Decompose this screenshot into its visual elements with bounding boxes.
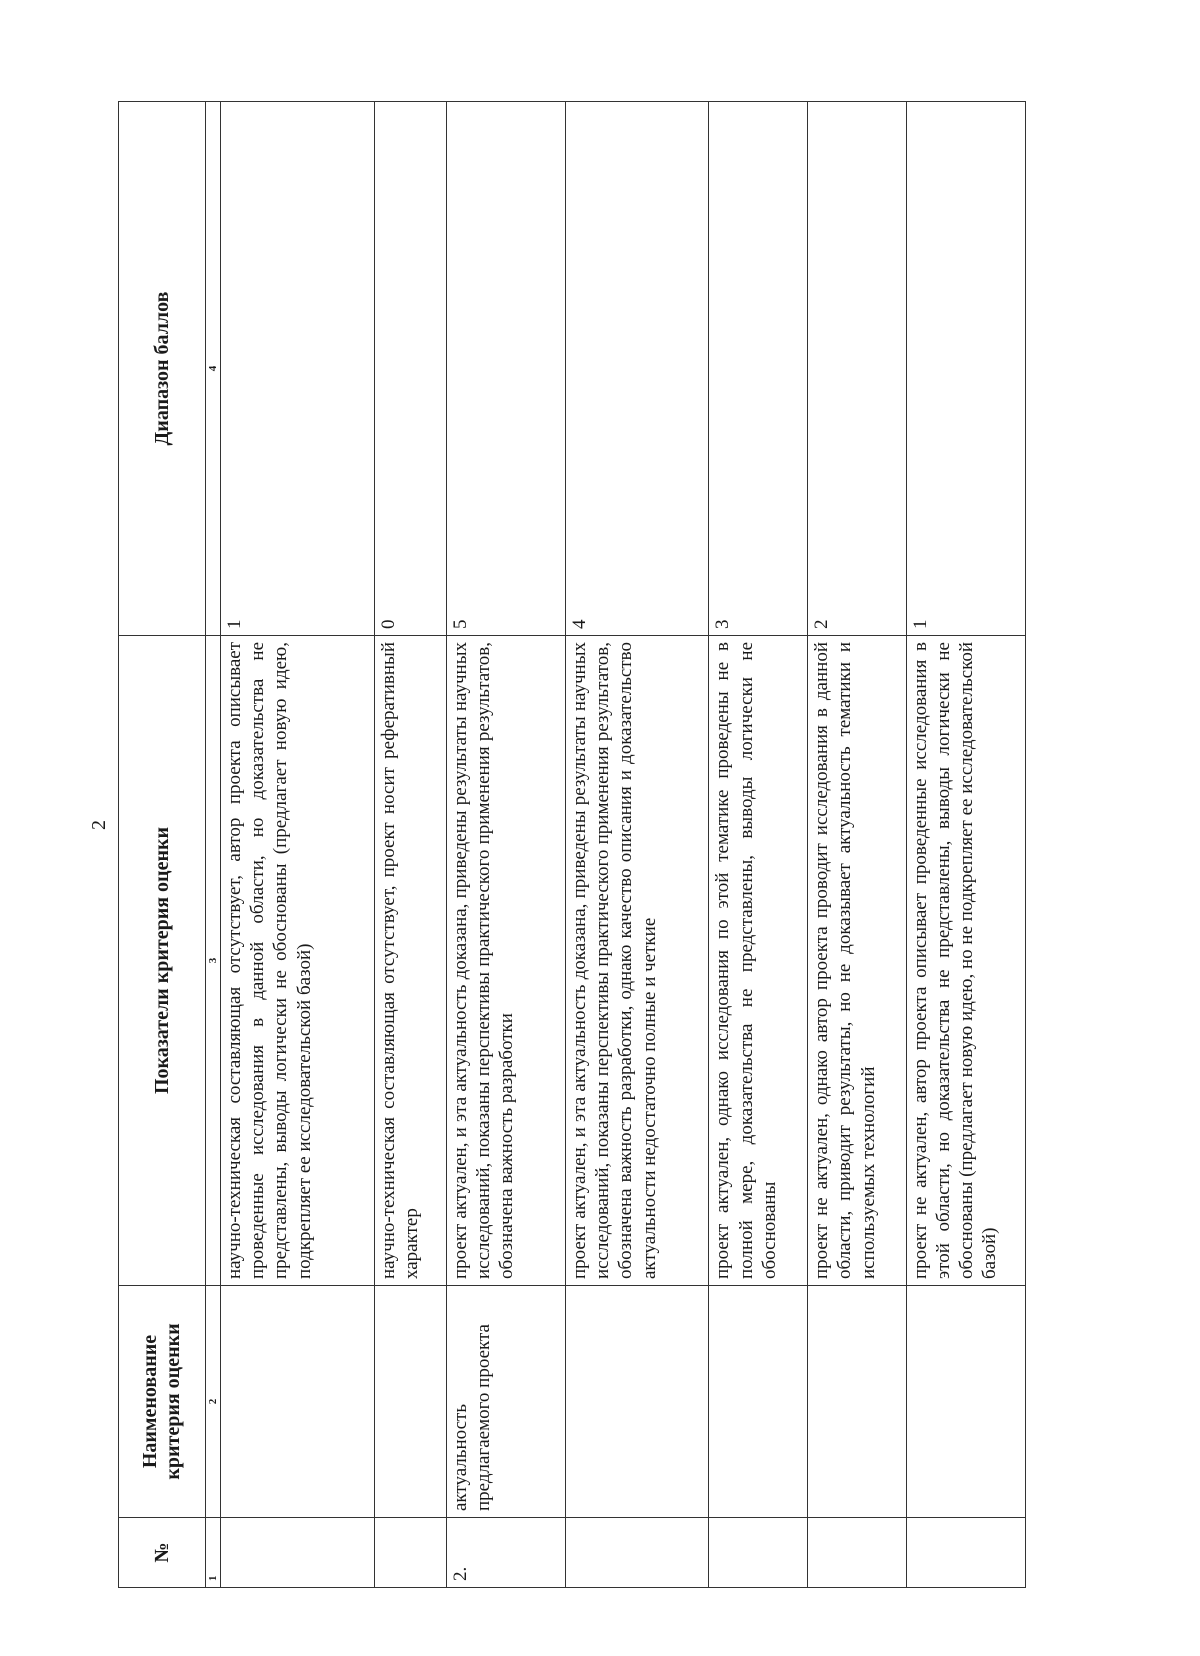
- criterion-indicator: проект актуален, однако исследования по этой тематике проведены не в полной мере, доказательства не представлены, выводы логически не обоснованы: [709, 636, 808, 1286]
- row-number: [808, 1518, 907, 1588]
- criterion-indicator: научно-техническая составляющая отсутствует, проект носит реферативный характер: [374, 636, 446, 1286]
- row-number: [374, 1518, 446, 1588]
- criterion-indicator: проект не актуален, однако автор проекта проводит исследования в данной области, приводит результаты, но не доказывает актуальность тематики и используемых технологий: [808, 636, 907, 1286]
- header-criterion-name: Наименование критерия оценки: [119, 1286, 206, 1518]
- criterion-name: [221, 1286, 375, 1518]
- table-row: [446, 102, 565, 1588]
- column-number: 2: [206, 1286, 221, 1518]
- table-row: [565, 102, 708, 1588]
- criterion-name: актуальность предлагаемого проекта: [446, 1286, 565, 1518]
- row-number: [565, 1518, 708, 1588]
- criterion-name: [808, 1286, 907, 1518]
- row-number: [709, 1518, 808, 1588]
- row-number: 2.: [446, 1518, 565, 1588]
- table-row: [709, 102, 808, 1588]
- criterion-name: [906, 1286, 1025, 1518]
- criterion-name: [374, 1286, 446, 1518]
- score-value: 1: [221, 102, 375, 636]
- header-indicators: Показатели критерия оценки: [119, 636, 206, 1286]
- criterion-name: [709, 1286, 808, 1518]
- score-value: 2: [808, 102, 907, 636]
- row-number: [906, 1518, 1025, 1588]
- column-number: 4: [206, 102, 221, 636]
- score-value: 0: [374, 102, 446, 636]
- criterion-indicator: научно-техническая составляющая отсутствует, автор проекта описывает проведенные исследования в данной области, но доказательства не представлены, выводы логически не обоснованы (предлагает новую идею, подкрепляет ее исследовательской базой): [221, 636, 375, 1286]
- score-value: 3: [709, 102, 808, 636]
- rotated-table-container: [118, 102, 1026, 1588]
- header-score-range: Диапазон баллов: [119, 102, 206, 636]
- page-number: 2: [88, 820, 110, 830]
- criterion-indicator: проект не актуален, автор проекта описывает проведенные исследования в этой области, но доказательства не представлены, выводы логически не обоснованы (предлагает новую идею, но не подкрепляет ее исследовательской базой): [906, 636, 1025, 1286]
- criterion-indicator: проект актуален, и эта актуальность доказана, приведены результаты научных исследований, показаны перспективы практического применения результатов, обозначена важность разработки, однако качество описания и доказательство актуальности недостаточно полные и четкие: [565, 636, 708, 1286]
- table-row: [374, 102, 446, 1588]
- row-number: [221, 1518, 375, 1588]
- column-number: 1: [206, 1518, 221, 1588]
- score-value: 4: [565, 102, 708, 636]
- criteria-table: [118, 101, 1026, 1588]
- criterion-name: [565, 1286, 708, 1518]
- score-value: 5: [446, 102, 565, 636]
- column-number: 3: [206, 636, 221, 1286]
- table-row: [808, 102, 907, 1588]
- score-value: 1: [906, 102, 1025, 636]
- table-row: [906, 102, 1025, 1588]
- criterion-indicator: проект актуален, и эта актуальность доказана, приведены результаты научных исследований, показаны перспективы практического применения результатов, обозначена важность разработки: [446, 636, 565, 1286]
- header-no: №: [119, 1518, 206, 1588]
- table-row: [221, 102, 375, 1588]
